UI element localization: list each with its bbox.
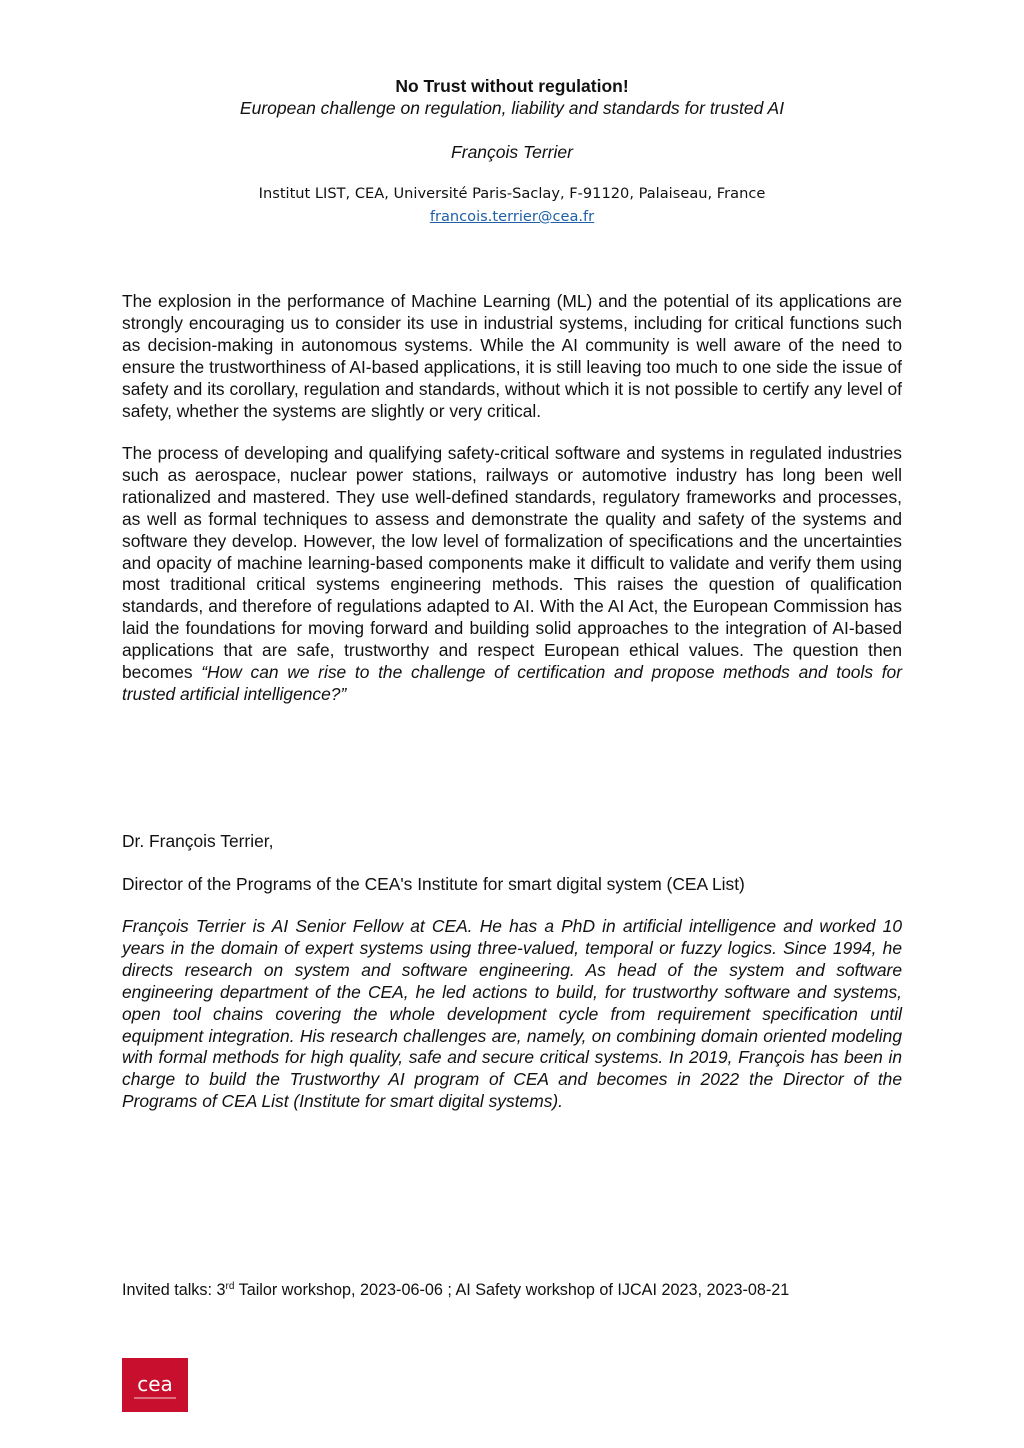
abstract-paragraph-1: The explosion in the performance of Machine Learning (ML) and the potential of its applications are strongly encouraging us to consider its use in industrial systems, including for critical functions such as decision-making in autonomous systems. While the AI community is well aware of the need to ensure the trustworthiness of AI-based applications, it is still leaving too much to one side the issue of safety and its corollary, regulation and standards, without which it is not possible to certify any level of safety, whether the systems are slightly or very critical. (122, 291, 902, 421)
abstract-paragraph-2-text: The process of developing and qualifying safety-critical software and systems in regulated industries such as aerospace, nuclear power stations, railways or automotive industry has long been well rationalized and mastered. They use well-defined standards, regulatory frameworks and processes, as well as formal techniques to assess and demonstrate the quality and safety of the systems and software they develop. However, the low level of formalization of specifications and the uncertainties and opacity of machine learning-based components make it difficult to validate and verify them using most traditional critical systems engineering methods. This raises the question of qualification standards, and therefore of regulations adapted to AI. With the AI Act, the European Commission has laid the foundations for moving forward and building solid approaches to the integration of AI-based applications that are safe, trustworthy and respect European ethical values. The question then becomes (122, 443, 902, 683)
author-name: François Terrier (451, 142, 573, 162)
author-affiliation: Institut LIST, CEA, Université Paris-Saclay, F-91120, Palaiseau, France (258, 185, 766, 202)
abstract-paragraph-2 (122, 443, 902, 706)
cea-logo-icon (122, 1358, 188, 1412)
page-title: No Trust without regulation! (395, 76, 629, 96)
invited-prefix: Invited talks: 3 (122, 1281, 226, 1299)
cea-logo-text: cea (137, 1372, 173, 1396)
invited-rest: Tailor workshop, 2023-06-06 ; AI Safety workshop of IJCAI 2023, 2023-08-21 (234, 1281, 790, 1299)
bio-name: Dr. François Terrier, (122, 831, 274, 851)
abstract-quote: “How can we rise to the challenge of certification and propose methods and tools for trusted artificial intelligence?” (122, 662, 902, 704)
invited-ordinal: rd (225, 1281, 235, 1292)
invited-talks (122, 1280, 902, 1302)
bio-text: François Terrier is AI Senior Fellow at CEA. He has a PhD in artificial intelligence and worked 10 years in the domain of expert systems using three-valued, temporal or fuzzy logics. Since 1994, he directs research on system and software engineering. As head of the system and software engineering department of the CEA, he led actions to build, for trustworthy software and systems, open tool chains covering the whole development cycle from requirement specification until equipment integration. His research challenges are, namely, on combining domain oriented modeling with formal methods for high quality, safe and secure critical systems. In 2019, François has been in charge to build the Trustworthy AI program of CEA and becomes in 2022 the Director of the Programs of CEA List (Institute for smart digital systems). (122, 916, 902, 1112)
page-subtitle: European challenge on regulation, liability and standards for trusted AI (239, 98, 785, 118)
email-link[interactable]: francois.terrier@cea.fr (429, 208, 595, 225)
cea-logo (122, 1358, 188, 1412)
email-line (0, 206, 1024, 227)
bio-role: Director of the Programs of the CEA's Institute for smart digital system (CEA List) (122, 874, 745, 894)
